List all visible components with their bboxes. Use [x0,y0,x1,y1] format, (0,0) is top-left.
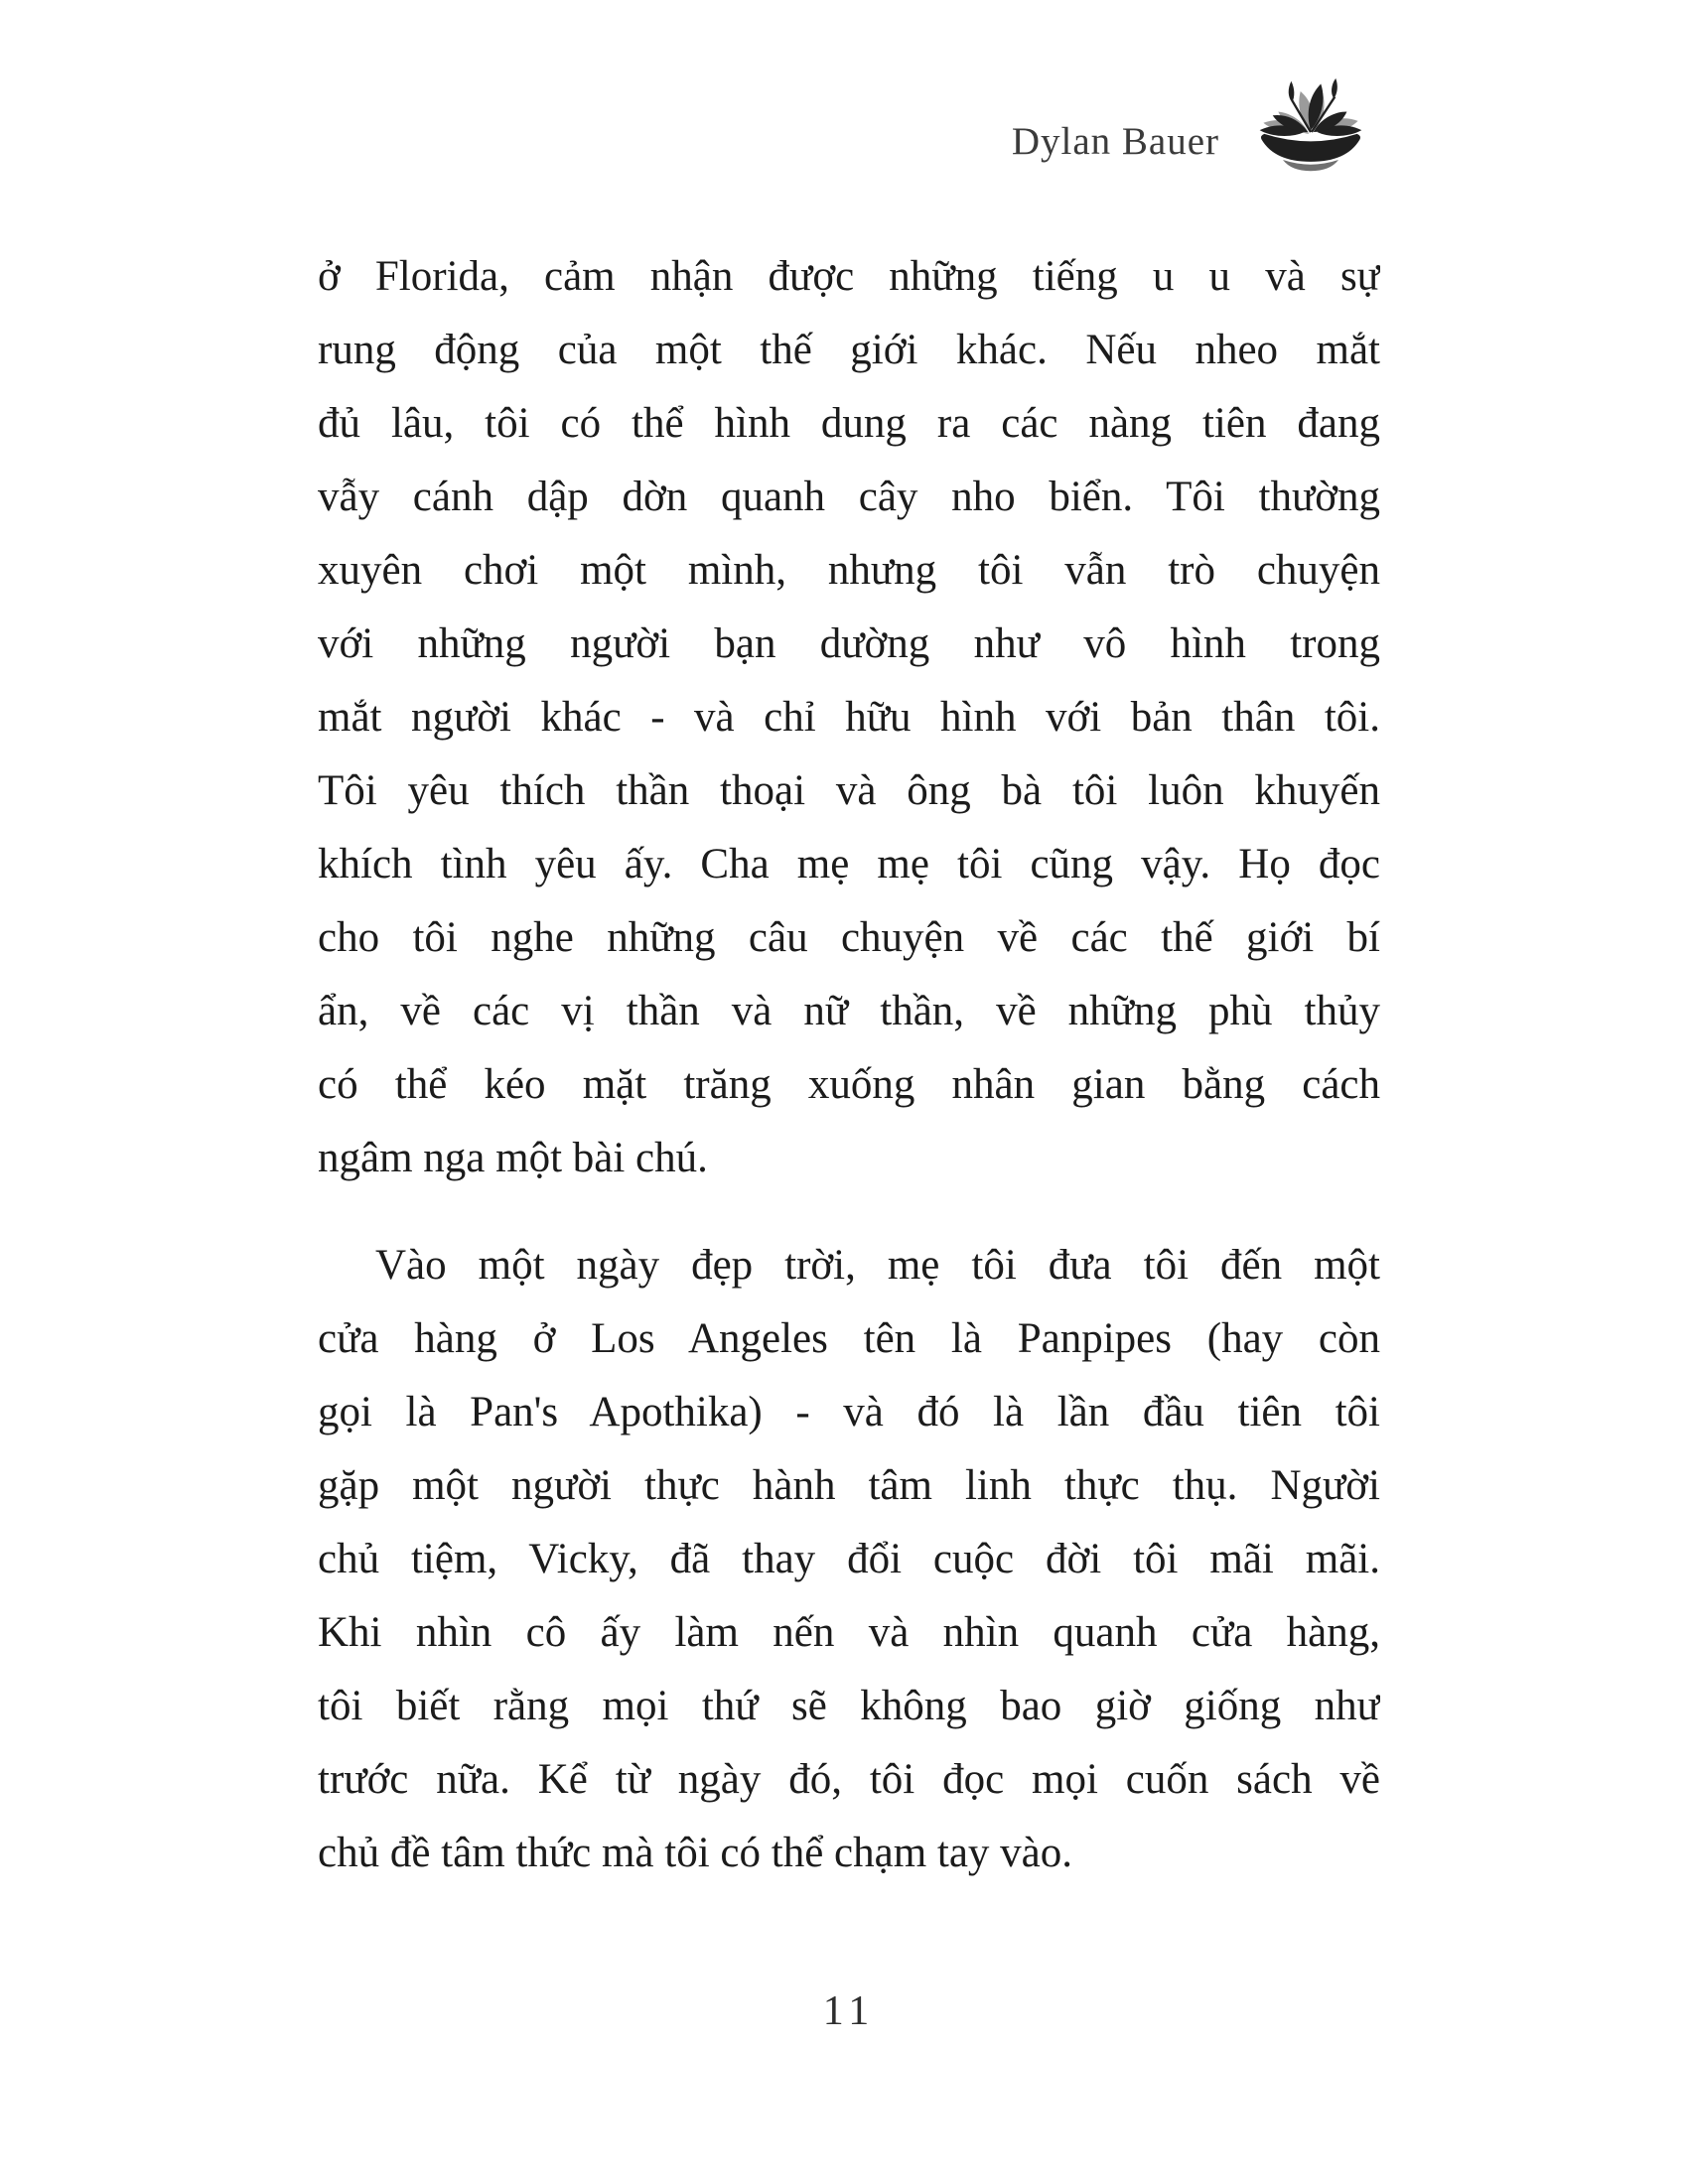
page-footer [318,1987,1380,2035]
text-line: Tôi yêu thích thần thoại và ông bà tôi luôn khuyến [318,767,1380,814]
page-number: 11 [822,1988,876,2034]
page-header [318,74,1380,186]
paragraph-2 [318,1229,1380,1890]
text-line: cho tôi nghe những câu chuyện về các thế giới bí [318,914,1380,961]
text-line: khích tình yêu ấy. Cha mẹ mẹ tôi cũng vậy. Họ đọc [318,841,1380,887]
text-line: mắt người khác - và chỉ hữu hình với bản thân tôi. [318,694,1380,741]
text-line: có thể kéo mặt trăng xuống nhân gian bằng cách [318,1061,1380,1108]
text-line: với những người bạn dường như vô hình trong [318,620,1380,667]
text-line: ở Florida, cảm nhận được những tiếng u u và sự [318,253,1380,300]
text-line: gặp một người thực hành tâm linh thực thụ. Người [318,1462,1380,1509]
herb-bowl-icon [1241,74,1380,182]
paragraph-1 [318,240,1380,1195]
text-line: ngâm nga một bài chú. [318,1135,708,1181]
text-line: rung động của một thế giới khác. Nếu nheo mắt [318,327,1380,373]
text-line: xuyên chơi một mình, nhưng tôi vẫn trò chuyện [318,547,1380,594]
text-line: chủ đề tâm thức mà tôi có thể chạm tay vào. [318,1830,1073,1876]
author-name: Dylan Bauer [1011,120,1219,163]
text-line: Vào một ngày đẹp trời, mẹ tôi đưa tôi đến một [375,1242,1380,1289]
text-line: cửa hàng ở Los Angeles tên là Panpipes (hay còn [318,1315,1380,1362]
text-line: trước nữa. Kể từ ngày đó, tôi đọc mọi cuốn sách về [318,1756,1380,1803]
text-line: vẫy cánh dập dờn quanh cây nho biển. Tôi thường [318,474,1380,520]
body-text [318,240,1380,1890]
text-line: Khi nhìn cô ấy làm nến và nhìn quanh cửa hàng, [318,1609,1380,1656]
text-line: đủ lâu, tôi có thể hình dung ra các nàng tiên đang [318,400,1380,447]
text-line: ẩn, về các vị thần và nữ thần, về những phù thủy [318,988,1380,1034]
text-line: chủ tiệm, Vicky, đã thay đổi cuộc đời tôi mãi mãi. [318,1536,1380,1582]
text-line: tôi biết rằng mọi thứ sẽ không bao giờ giống như [318,1683,1380,1729]
text-line: gọi là Pan's Apothika) - và đó là lần đầu tiên tôi [318,1389,1380,1435]
